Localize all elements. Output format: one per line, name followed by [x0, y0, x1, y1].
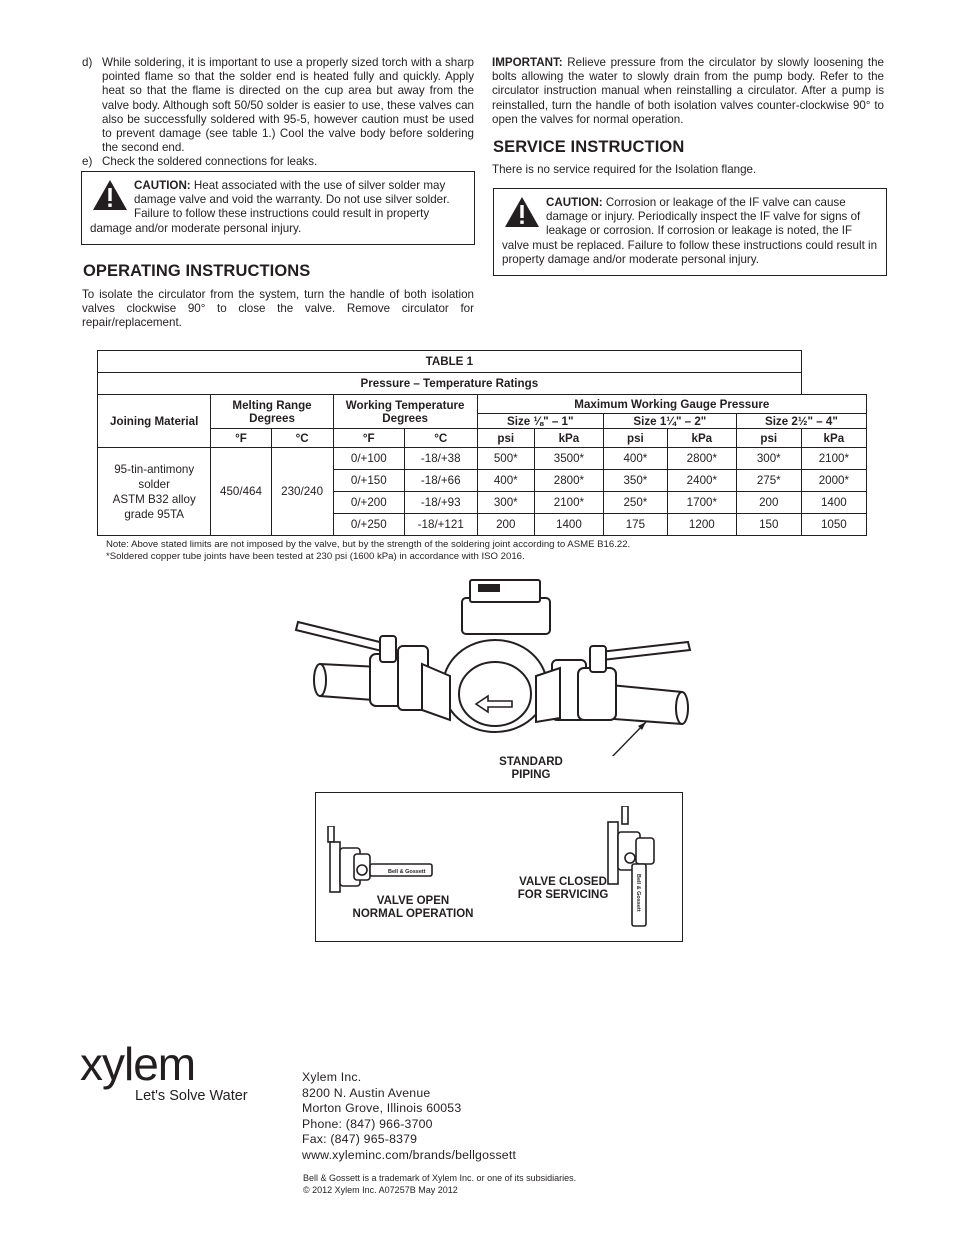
table-cell: 2800*: [667, 448, 736, 470]
trademark-text: Bell & Gossett is a trademark of Xylem Inc. or one of its subsidiaries.: [303, 1173, 577, 1183]
table-cell: 300*: [736, 448, 801, 470]
table-title: TABLE 1: [98, 351, 802, 373]
pressure-temperature-table: [97, 350, 867, 536]
unit-cell: °F: [211, 429, 271, 448]
table-cell: -18/+121: [404, 514, 477, 536]
copyright-text: © 2012 Xylem Inc. A07257B May 2012: [303, 1184, 458, 1195]
unit-cell: psi: [736, 429, 801, 448]
table-cell: 2000*: [801, 470, 866, 492]
material-line: ASTM B32 alloy: [112, 492, 196, 506]
table-cell: 0/+100: [333, 448, 404, 470]
material-line: solder: [138, 477, 170, 491]
city-address: Morton Grove, Illinois 60053: [302, 1101, 462, 1115]
unit-cell: kPa: [667, 429, 736, 448]
list-label: e): [82, 155, 93, 169]
material-line: 95-tin-antimony: [114, 462, 195, 476]
xylem-logo: xylem: [80, 1038, 196, 1090]
caution-box-corrosion: [493, 188, 887, 276]
standard-piping-label: [488, 756, 574, 781]
label-line: VALVE OPEN: [376, 895, 450, 907]
table-cell: 0/+250: [333, 514, 404, 536]
valve-closed-illustration: [606, 806, 666, 930]
table-cell: 200: [477, 514, 534, 536]
tagline: Let's Solve Water: [135, 1088, 248, 1104]
table-cell: 275*: [736, 470, 801, 492]
operating-heading: OPERATING INSTRUCTIONS: [83, 262, 311, 280]
header-size-group: Size ⅛" – 1": [477, 414, 603, 429]
table-cell: 2100*: [534, 492, 603, 514]
caution-label: CAUTION:: [134, 179, 191, 192]
company-name: Xylem Inc.: [302, 1070, 362, 1084]
phone-number: Phone: (847) 966-3700: [302, 1116, 433, 1131]
unit-cell: psi: [477, 429, 534, 448]
table-cell: 400*: [477, 470, 534, 492]
table-cell: 1200: [667, 514, 736, 536]
table-cell: 250*: [603, 492, 667, 514]
label-line: FOR SERVICING: [517, 888, 609, 901]
unit-cell: kPa: [534, 429, 603, 448]
service-text: There is no service required for the Isolation flange.: [492, 163, 757, 176]
unit-cell: °C: [271, 429, 333, 448]
unit-cell: kPa: [801, 429, 866, 448]
operating-text: To isolate the circulator from the system, turn the handle of both isolation valves clockwise 90° to close the valve. Remove circulator for repair/replacement.: [82, 288, 474, 330]
header-joining-material: Joining Material: [98, 395, 211, 448]
valve-open-label: [340, 895, 486, 920]
material-cell: [98, 448, 211, 536]
table-cell: 500*: [477, 448, 534, 470]
header-max-pressure: Maximum Working Gauge Pressure: [477, 395, 866, 414]
warning-triangle-icon: [92, 179, 128, 211]
table-cell: 3500*: [534, 448, 603, 470]
caution-label: CAUTION:: [546, 196, 603, 209]
left-column: [82, 56, 474, 170]
company-address: [302, 1070, 516, 1163]
handle-brand-text: Bell & Gossett: [635, 874, 641, 912]
note-line: Note: Above stated limits are not imposed by the valve, but by the strength of the soldering joint according to ASME B16.22.: [106, 539, 631, 550]
note-line: *Soldered copper tube joints have been tested at 230 psi (1600 kPa) in accordance with ISO 2016.: [106, 551, 525, 563]
melting-f-cell: 450/464: [211, 448, 271, 536]
legal-notice: [303, 1173, 576, 1196]
important-label: IMPORTANT:: [492, 56, 563, 69]
table-cell: 1050: [801, 514, 866, 536]
table-subtitle: Pressure – Temperature Ratings: [98, 373, 802, 395]
list-text: While soldering, it is important to use a properly sized torch with a sharp pointed flame so that the solder end is heated fully and quickly. Apply heat so that the flame is directed on the cup area but away from the valve body. Although soft 50/50 solder is easier to use, these valves can also be successfully soldered with 95-5, however caution must be used to prevent damage (see table 1.) Cool the valve body before soldering the second end.: [102, 56, 474, 155]
table-cell: 1700*: [667, 492, 736, 514]
pump-assembly-illustration: [290, 576, 700, 756]
table-cell: 400*: [603, 448, 667, 470]
valve-open-illustration: [326, 826, 436, 896]
table-cell: 2800*: [534, 470, 603, 492]
header-size-group: Size 1¼" – 2": [603, 414, 736, 429]
important-text: Relieve pressure from the circulator by slowly loosening the bolts allowing the water to slowly drain from the pump body. Refer to the circulator instruction manual when reinstalling a circulator. After a pump is reinstalled, turn the handle of both isolation valves counter-clockwise 90° to open the valves for normal operation.: [492, 56, 884, 126]
table-cell: 350*: [603, 470, 667, 492]
important-paragraph: [492, 56, 884, 127]
table-cell: 1400: [801, 492, 866, 514]
table-cell: 150: [736, 514, 801, 536]
table-row: [98, 448, 867, 470]
label-line: PIPING: [511, 768, 551, 781]
list-item-e: [82, 155, 474, 169]
table-cell: -18/+38: [404, 448, 477, 470]
valve-closed-label: [504, 876, 622, 901]
fax-number: Fax: (847) 965-8379: [302, 1132, 418, 1146]
unit-cell: °C: [404, 429, 477, 448]
table-cell: 300*: [477, 492, 534, 514]
table-cell: 200: [736, 492, 801, 514]
street-address: 8200 N. Austin Avenue: [302, 1085, 431, 1100]
header-size-group: Size 2½" – 4": [736, 414, 866, 429]
header-working-temperature: Working Temperature Degrees: [333, 395, 477, 429]
label-line: VALVE CLOSED: [519, 876, 607, 888]
table-cell: 2100*: [801, 448, 866, 470]
header-melting-range: Melting Range Degrees: [211, 395, 333, 429]
caution-box-solder: [81, 171, 475, 245]
service-heading: SERVICE INSTRUCTION: [493, 138, 685, 156]
list-item-d: [82, 56, 474, 155]
table-cell: 0/+200: [333, 492, 404, 514]
caution-text: Heat associated with the use of silver solder may damage valve and void the warranty. Do not use silver solder. Failure to follow these instructions could result in property damage and/or moderate personal injury.: [90, 179, 450, 235]
unit-cell: °F: [333, 429, 404, 448]
warning-triangle-icon: [504, 196, 540, 228]
label-line: STANDARD: [499, 756, 563, 768]
label-line: NORMAL OPERATION: [352, 907, 474, 920]
unit-cell: psi: [603, 429, 667, 448]
table-cell: 0/+150: [333, 470, 404, 492]
handle-brand-text: Bell & Gossett: [388, 869, 426, 875]
table-cell: -18/+93: [404, 492, 477, 514]
table-cell: 175: [603, 514, 667, 536]
list-text: Check the soldered connections for leaks.: [102, 155, 318, 169]
caution-text: Corrosion or leakage of the IF valve can cause damage or injury. Periodically inspect the IF valve for signs of leakage or corrosion. If corrosion or leakage is noted, the IF valve must be replaced. Failure to follow these instructions could result in property damage and/or moderate personal injury.: [502, 196, 878, 266]
table-cell: 1400: [534, 514, 603, 536]
list-label: d): [82, 56, 93, 69]
website-link[interactable]: www.xyleminc.com/brands/bellgossett: [302, 1147, 517, 1162]
material-line: grade 95TA: [124, 507, 185, 521]
melting-c-cell: 230/240: [271, 448, 333, 536]
table-cell: 2400*: [667, 470, 736, 492]
table-cell: -18/+66: [404, 470, 477, 492]
table-notes: [106, 539, 866, 563]
